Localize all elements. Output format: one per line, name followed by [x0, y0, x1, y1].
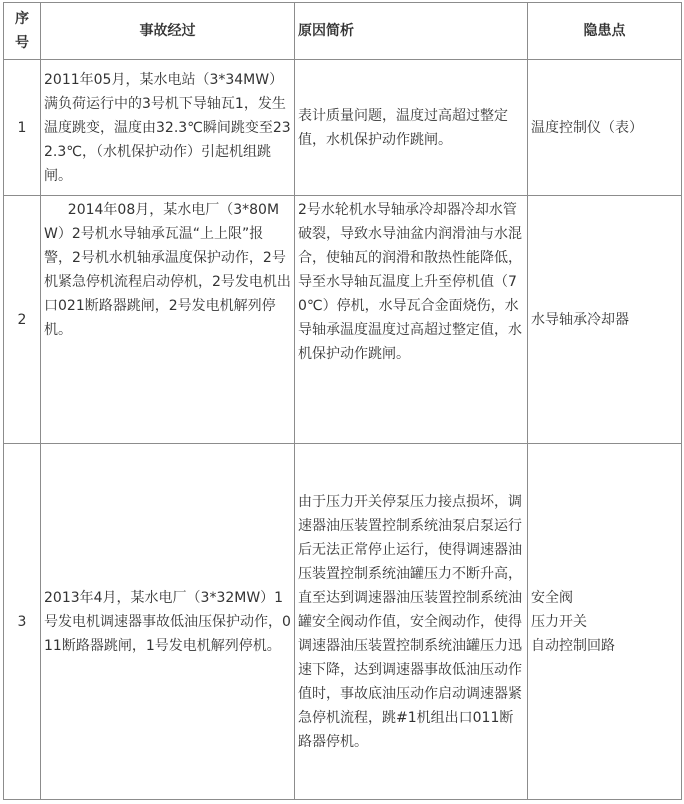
- event-cell: 2013年4月，某水电厂（3*32MW）1号发电机调速器事故低油压保护动作，011断路器跳闸，1号发电机解列停机。: [41, 444, 295, 800]
- header-row: [4, 3, 682, 60]
- table-row: [4, 60, 682, 196]
- header-cause: 原因简析: [295, 3, 528, 60]
- cause-cell: 2号水轮机水导轴承冷却器冷却水管破裂，导致水导油盆内润滑油与水混合，使轴瓦的润滑和散热性能降低，导至水导轴瓦温度上升至停机值（70℃）停机，水导瓦合金面烧伤，水导轴承温度温度过高超过整定值，水机保护动作跳闸。: [295, 196, 528, 444]
- hazard-cell: 温度控制仪（表）: [528, 60, 682, 196]
- hazard-cell: [528, 444, 682, 800]
- accident-table: [3, 2, 682, 800]
- table-row: [4, 196, 682, 444]
- header-event: 事故经过: [41, 3, 295, 60]
- hazard-item: 压力开关: [531, 613, 587, 630]
- cause-cell: 由于压力开关停泵压力接点损坏，调速器油压装置控制系统油泵启泵运行后无法正常停止运行，使得调速器油压装置控制系统油罐压力不断升高，直至达到调速器油压装置控制系统油罐安全阀动作值，安全阀动作，使得调速器油压装置控制系统油罐压力迅速下降，达到调速器事故低油压动作值时，事故底油压动作启动调速器紧急停机流程，跳#1机组出口011断路器停机。: [295, 444, 528, 800]
- event-cell: 2014年08月，某水电厂（3*80MW）2号机水导轴承瓦温“上上限”报警，2号机水机轴承温度保护动作，2号机紧急停机流程启动停机，2号发电机出口021断路器跳闸，2号发电机解列停机。: [41, 196, 295, 444]
- table-row: [4, 444, 682, 800]
- event-cell: 2011年05月，某水电站（3*34MW）满负荷运行中的3号机下导轴瓦1，发生温度跳变，温度由32.3℃瞬间跳变至232.3℃，（水机保护动作）引起机组跳闸。: [41, 60, 295, 196]
- hazard-item: 安全阀: [531, 589, 573, 606]
- row-number: 3: [4, 444, 41, 800]
- hazard-item: 自动控制回路: [531, 637, 615, 654]
- cause-cell: 表计质量问题，温度过高超过整定值，水机保护动作跳闸。: [295, 60, 528, 196]
- header-no: 序 号: [4, 3, 41, 60]
- header-hazard: 隐患点: [528, 3, 682, 60]
- row-number: 2: [4, 196, 41, 444]
- hazard-cell: 水导轴承冷却器: [528, 196, 682, 444]
- row-number: 1: [4, 60, 41, 196]
